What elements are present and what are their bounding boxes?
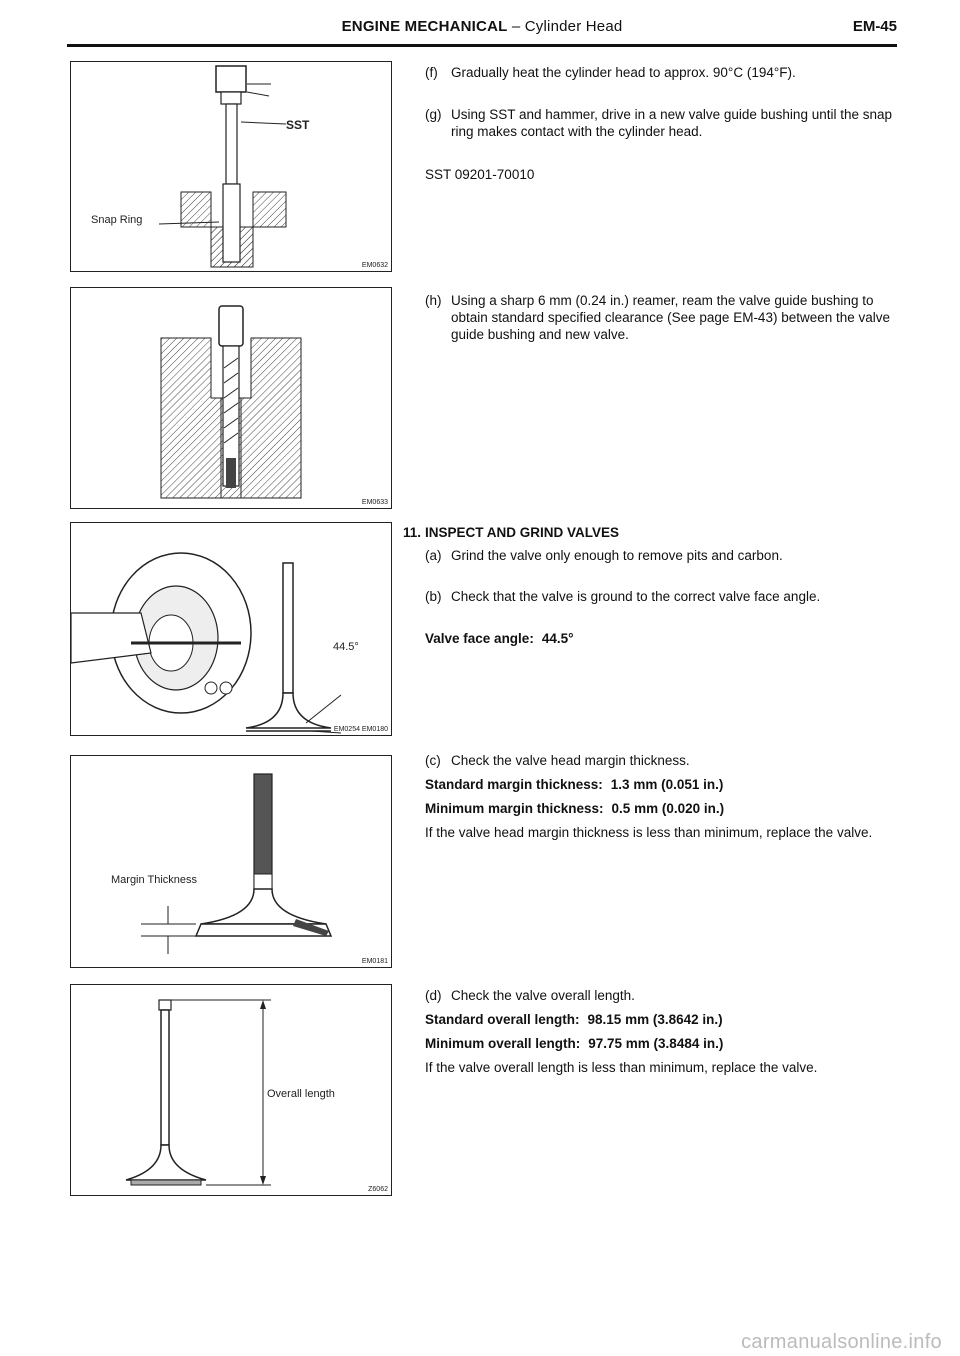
step-tag: (d) — [425, 988, 442, 1003]
label-overall-length: Overall length — [267, 1088, 335, 1100]
spec-label: Minimum overall length: — [425, 1036, 581, 1051]
header-separator: – — [507, 18, 525, 35]
figure-code: EM0181 — [361, 958, 388, 965]
spec-minimum-margin — [425, 800, 905, 817]
figure-overall-length — [70, 984, 392, 1196]
section-number: 11. — [403, 525, 422, 540]
section-title: INSPECT AND GRIND VALVES — [425, 525, 620, 540]
page-code: EM-45 — [852, 18, 897, 35]
step-text: Using SST and hammer, drive in a new valve guide bushing until the snap ring makes contact with the cylinder head. — [451, 107, 893, 139]
step-tag: (g) — [425, 107, 442, 122]
margin-thickness-illustration — [71, 756, 392, 968]
spec-label: Standard margin thickness: — [425, 777, 603, 792]
header-section: ENGINE MECHANICAL — [341, 18, 508, 35]
sst-drive-illustration — [71, 62, 392, 272]
step-tag: (b) — [425, 589, 442, 604]
step-g — [425, 106, 905, 140]
label-sst: SST — [286, 118, 310, 132]
spec-value: 1.3 mm (0.051 in.) — [610, 777, 724, 792]
step-tag: (h) — [425, 293, 442, 308]
step-h — [425, 292, 905, 343]
figure-code: EM0254 EM0180 — [333, 726, 388, 733]
step-text: Check that the valve is ground to the correct valve face angle. — [451, 589, 821, 604]
ream-guide-illustration — [71, 288, 392, 509]
spec-label: Standard overall length: — [425, 1012, 580, 1027]
figure-ream-guide — [70, 287, 392, 509]
figure-sst-drive-bushing — [70, 61, 392, 272]
step-text: Gradually heat the cylinder head to approx. 90°C (194°F). — [451, 65, 796, 80]
spec-value: 98.15 mm (3.8642 in.) — [587, 1012, 723, 1027]
spec-standard-length — [425, 1011, 905, 1028]
label-face-angle: 44.5° — [333, 641, 359, 653]
label-margin-thickness: Margin Thickness — [111, 874, 197, 886]
step-text: Grind the valve only enough to remove pits and carbon. — [451, 548, 783, 563]
figure-margin-thickness — [70, 755, 392, 968]
valve-grind-illustration — [71, 523, 392, 736]
step-text: Check the valve head margin thickness. — [451, 753, 690, 768]
spec-face-angle — [425, 630, 905, 647]
figure-code: Z6062 — [368, 1186, 388, 1193]
margin-note: If the valve head margin thickness is less than minimum, replace the valve. — [425, 825, 873, 840]
spec-label: Minimum margin thickness: — [425, 801, 604, 816]
spec-value: 44.5° — [541, 631, 574, 646]
step-text: Using a sharp 6 mm (0.24 in.) reamer, ream the valve guide bushing to obtain standard specified clearance (See page EM-43) between the valve guide bushing and new valve. — [451, 293, 891, 342]
header-subsection: Cylinder Head — [524, 18, 623, 35]
spec-label: Valve face angle: — [425, 631, 534, 646]
spec-value: 97.75 mm (3.8484 in.) — [588, 1036, 724, 1051]
figure-code: EM0632 — [361, 262, 388, 269]
step-c — [425, 752, 905, 769]
spec-standard-margin — [425, 776, 905, 793]
step-tag: (a) — [425, 548, 442, 563]
length-note: If the valve overall length is less than minimum, replace the valve. — [425, 1060, 818, 1075]
step-d — [425, 987, 905, 1004]
figure-valve-grind — [70, 522, 392, 736]
watermark: carmanualsonline.info — [741, 1331, 942, 1353]
step-f — [425, 64, 905, 81]
section-11-heading — [403, 524, 883, 541]
step-text: Check the valve overall length. — [451, 988, 635, 1003]
overall-length-illustration — [71, 985, 392, 1196]
spec-value: 0.5 mm (0.020 in.) — [611, 801, 725, 816]
sst-number: SST 09201-70010 — [425, 167, 535, 182]
step-tag: (f) — [425, 65, 438, 80]
label-snap-ring: Snap Ring — [91, 214, 143, 226]
spec-minimum-length — [425, 1035, 905, 1052]
figure-code: EM0633 — [361, 499, 388, 506]
step-a — [425, 547, 905, 564]
step-b — [425, 588, 905, 605]
step-tag: (c) — [425, 753, 441, 768]
